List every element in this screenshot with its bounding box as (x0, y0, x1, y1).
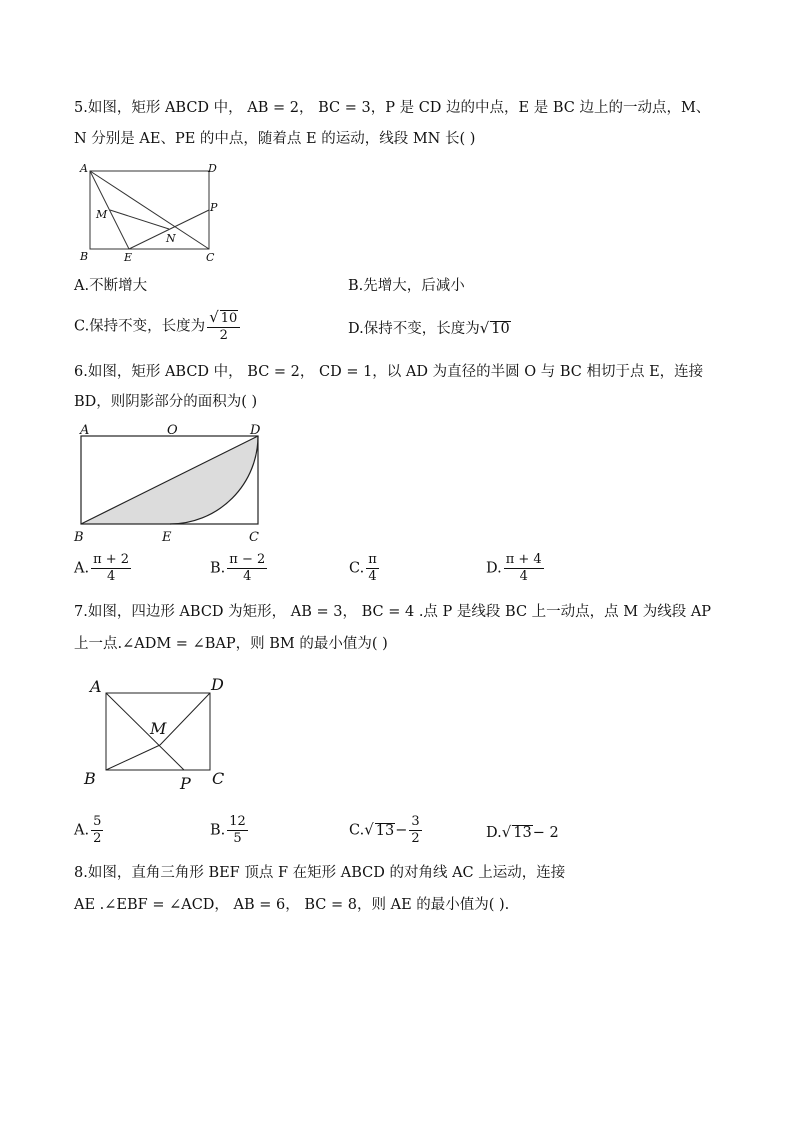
q5-option-c-fraction: $\frac{√ 10}{2}$ (207, 309, 240, 344)
q5-option-c-radicand: 10 (220, 311, 238, 326)
q6-option-d-numerator: π + 4 (505, 552, 542, 567)
q5-label-m: M (96, 208, 108, 221)
q5-option-c-text: C.保持不变，长度为 (74, 318, 206, 335)
q5-label-d: D (208, 162, 217, 175)
q5-stem-line2: N 分别是 AE、PE 的中点，随着点 E 的运动，线段 MN 长( ) (74, 131, 476, 147)
q5-option-c-denominator: 2 (219, 328, 228, 343)
q6-stem-line1: 6.如图，矩形 ABCD 中， BC = 2， CD = 1，以 AD 为直径的半圆 O 与 BC 相切于点 E，连接 (74, 364, 704, 380)
q5-label-e: E (124, 251, 133, 264)
q7-option-c-minus: − (395, 822, 408, 839)
q7-stem-line1: 7.如图，四边形 ABCD 为矩形， AB = 3， BC = 4 .点 P 是线段 BC 上一动点，点 M 为线段 AP (74, 604, 712, 620)
q6-option-b-numerator: π − 2 (229, 552, 266, 567)
q6-label-d: D (250, 423, 261, 438)
q7-option-c-numerator: 3 (411, 814, 420, 829)
q7-label-d: D (211, 675, 224, 694)
q6-stem-line2: BD，则阴影部分的面积为( ) (74, 394, 258, 410)
q7-option-c-letter: C. (349, 822, 365, 839)
q7-option-b-denominator: 5 (233, 831, 242, 846)
q5-option-d: D.保持不变，长度为√ 10 (348, 319, 510, 337)
q6-option-d-denominator: 4 (519, 569, 528, 584)
q7-option-b-numerator: 12 (229, 814, 246, 829)
q6-option-a-letter: A. (74, 560, 90, 577)
q8-stem-line1: 8.如图，直角三角形 BEF 顶点 F 在矩形 ABCD 的对角线 AC 上运动，连接 (74, 865, 566, 881)
q6-label-c: C (249, 530, 259, 545)
q6-option-c-denominator: 4 (368, 569, 377, 584)
q6-option-a-denominator: 4 (106, 569, 116, 584)
q7-label-c: C (212, 769, 225, 788)
q7-label-p: P (180, 774, 191, 793)
q5-figure (74, 158, 234, 268)
q6-label-o: O (167, 423, 178, 438)
q7-option-a (74, 814, 103, 847)
q6-option-d (486, 552, 544, 585)
q7-label-a: A (90, 677, 102, 696)
q6-option-b (210, 552, 267, 585)
q7-option-a-denominator: 2 (93, 831, 102, 846)
q7-figure (82, 672, 242, 797)
q5-label-c: C (206, 251, 215, 264)
q5-option-c (74, 309, 240, 344)
q6-option-d-letter: D. (486, 560, 502, 577)
q7-stem-line2: 上一点.∠ADM = ∠BAP，则 BM 的最小值为( ) (74, 636, 388, 652)
q7-option-a-letter: A. (74, 822, 90, 839)
q6-option-a-numerator: π + 2 (93, 552, 130, 567)
q6-label-b: B (74, 530, 84, 545)
q7-option-b-letter: B. (210, 822, 226, 839)
q6-option-c-letter: C. (349, 560, 365, 577)
q7-label-b: B (84, 769, 96, 788)
q7-option-b (210, 814, 248, 847)
q7-option-a-numerator: 5 (93, 814, 102, 829)
q7-option-d-radicand: 13 (513, 825, 532, 841)
q5-label-p: P (210, 201, 218, 214)
q5-option-b: B.先增大，后减小 (348, 278, 465, 294)
q6-option-c-numerator: π (368, 552, 377, 567)
q6-option-c (349, 552, 379, 585)
q7-option-c: C.√ 13− $\frac{3}{2}$ (349, 814, 420, 846)
q7-option-d-tail: − 2 (532, 825, 559, 841)
q7-option-d: D.√ 13− 2 (486, 823, 559, 841)
q5-option-a: A.不断增大 (74, 278, 148, 294)
q8-stem-line2: AE .∠EBF = ∠ACD， AB = 6， BC = 8，则 AE 的最小值为( ). (74, 897, 510, 913)
q5-label-a: A (80, 162, 88, 175)
q7-option-c-radicand: 13 (375, 822, 395, 839)
q6-option-a (74, 552, 131, 585)
q6-label-e: E (162, 530, 172, 545)
q5-label-b: B (80, 250, 89, 263)
q6-option-b-denominator: 4 (243, 569, 252, 584)
q6-label-a: A (80, 423, 90, 438)
q7-option-d-letter: D. (486, 825, 502, 841)
q7-option-c-denominator: 2 (411, 831, 420, 846)
q6-option-b-letter: B. (210, 560, 226, 577)
q5-option-d-text: D.保持不变，长度为 (348, 321, 480, 337)
q7-label-m: M (150, 719, 167, 738)
q6-figure (70, 418, 270, 548)
q5-label-n: N (166, 232, 176, 245)
q5-stem-line1: 5.如图，矩形 ABCD 中， AB = 2， BC = 3，P 是 CD 边的中点，E 是 BC 边上的一动点，M、 (74, 100, 711, 116)
q5-option-d-radicand: 10 (491, 321, 510, 337)
